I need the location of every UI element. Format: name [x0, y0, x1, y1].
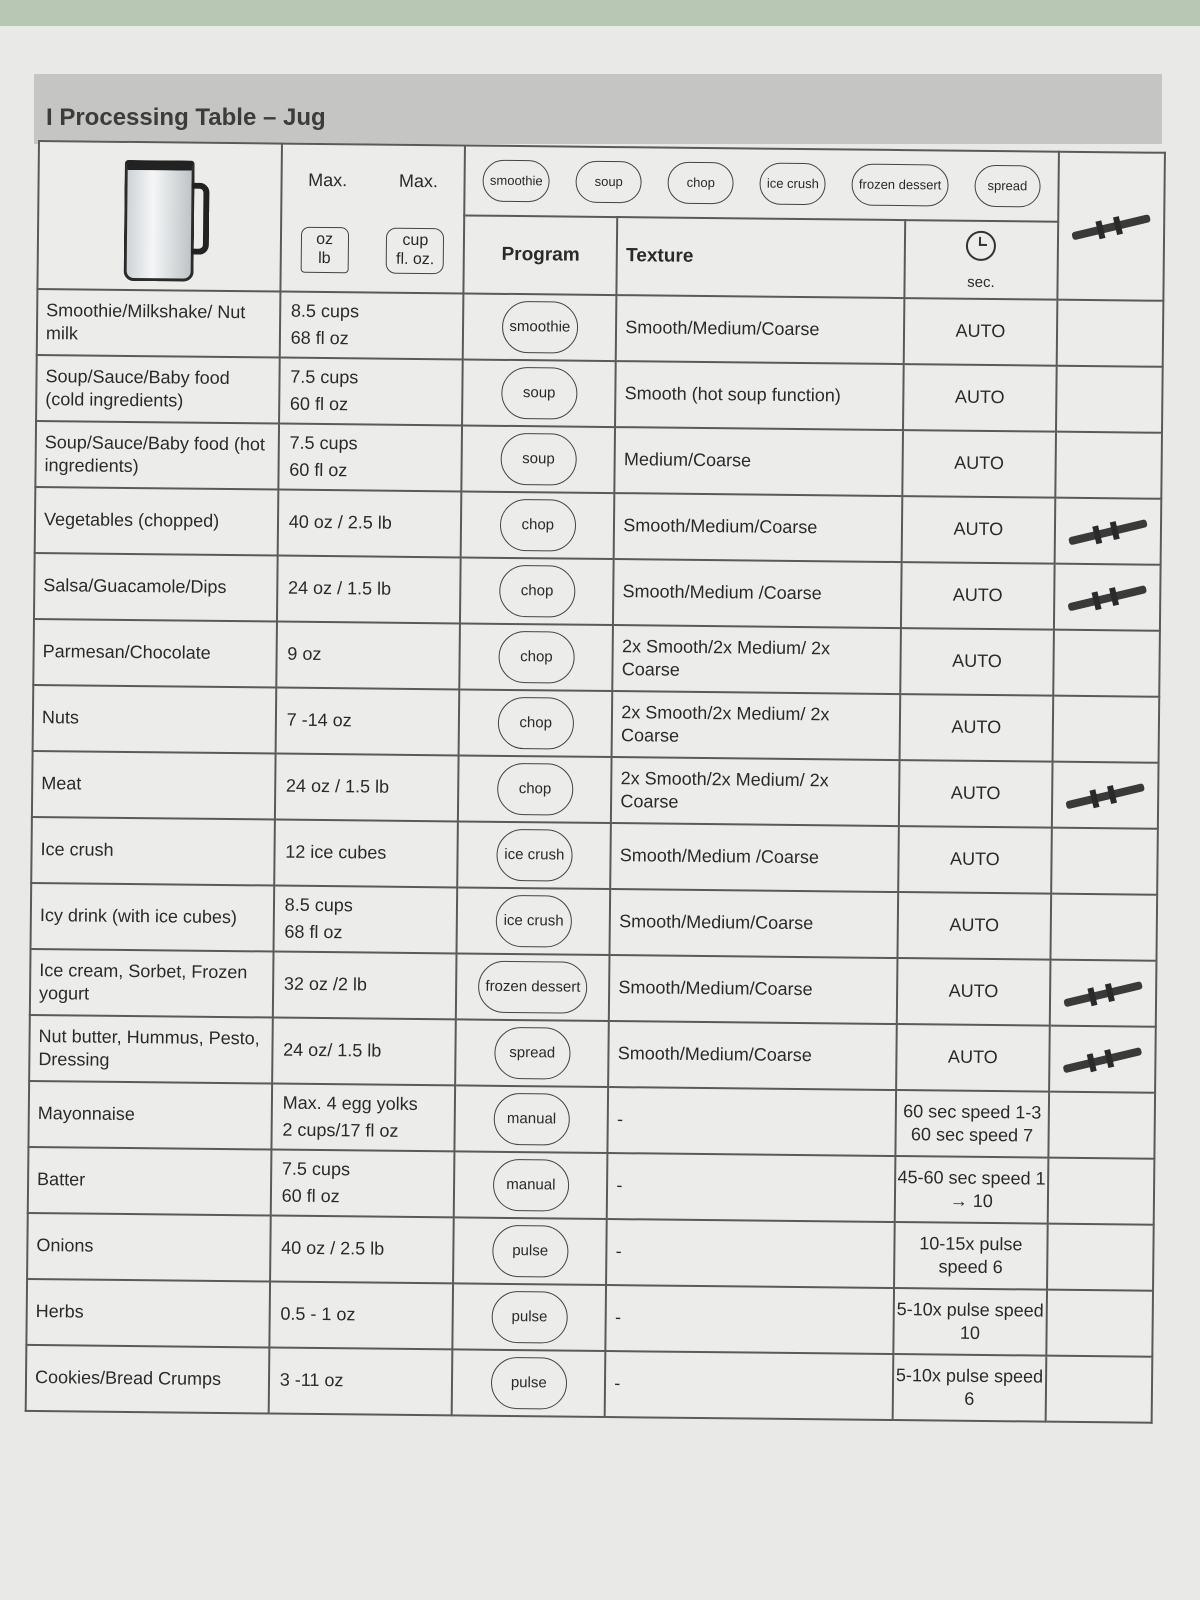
texture-cell: [606, 1285, 894, 1354]
texture-label: Smooth/Medium/Coarse: [618, 977, 813, 1000]
table-row: [31, 817, 1158, 895]
program-cell: [452, 1349, 606, 1417]
max-label-2: Max.: [398, 171, 439, 192]
program-pill-label: chop: [520, 582, 554, 600]
blade-icon: [1065, 783, 1145, 809]
time-cell: [902, 430, 1056, 498]
program-pill-label: chop: [519, 714, 553, 732]
program-pill-label: pulse: [511, 1308, 548, 1326]
table-row: [35, 421, 1162, 499]
blade-cell: [1049, 1026, 1156, 1093]
program-cell: [456, 953, 610, 1021]
program-pill-label: chop: [518, 780, 552, 798]
time-cell: [897, 892, 1051, 960]
texture-cell: [615, 427, 903, 496]
program-pill-label: spread: [509, 1044, 556, 1062]
max-amount-cell: [278, 424, 462, 492]
blade-icon: [1067, 585, 1147, 611]
program-pill: [501, 367, 578, 420]
time-label: 5-10x pulse speed 6: [895, 1364, 1044, 1409]
food-cell: [30, 949, 273, 1018]
blade-cell: [1048, 1092, 1155, 1159]
time-label: 60 sec speed 1-3 60 sec speed 7: [903, 1100, 1042, 1146]
table-row: [32, 751, 1159, 829]
max-amount-cell: [279, 292, 463, 360]
time-label: AUTO: [948, 980, 999, 1002]
blade-cell: [1048, 1158, 1155, 1225]
max-amount-cell: [271, 1084, 455, 1152]
max-amount-line: 0.5 - 1 oz: [280, 1303, 356, 1325]
texture-label: 2x Smooth/2x Medium/ 2x Coarse: [620, 767, 829, 812]
max-amount-line: 7.5 cups: [281, 1158, 351, 1180]
max-amount-line: 60 fl oz: [281, 1185, 340, 1206]
food-label: Ice cream, Sorbet, Frozen yogurt: [38, 959, 248, 1004]
food-cell: [32, 751, 275, 820]
food-label: Cookies/Bread Crumps: [34, 1367, 222, 1390]
max-amount-cell: [275, 754, 459, 822]
program-pill: [498, 631, 575, 684]
max-amount-line: 24 oz / 1.5 lb: [285, 775, 390, 798]
texture-label: -: [615, 1241, 622, 1262]
program-cell: [461, 491, 615, 559]
program-pill-label: chop: [521, 516, 555, 534]
program-pill: [493, 1159, 570, 1212]
blade-icon: [1068, 519, 1148, 545]
food-cell: [31, 883, 274, 952]
time-cell: [896, 1024, 1050, 1092]
program-pill: [491, 1357, 568, 1410]
program-pill: [495, 895, 572, 948]
food-cell: [35, 487, 278, 556]
blade-cell: [1052, 696, 1159, 763]
program-cell: [457, 887, 611, 955]
program-button-chop[interactable]: [668, 162, 734, 205]
max-amount-line: 2 cups/17 fl oz: [282, 1119, 399, 1141]
texture-label: -: [616, 1109, 624, 1130]
max-amount-line: 3 -11 oz: [279, 1369, 344, 1391]
time-header: [904, 220, 1058, 300]
program-buttons-cell: [465, 145, 1059, 221]
food-label: Vegetables (chopped): [43, 509, 220, 532]
food-cell: [33, 685, 276, 754]
blade-cell: [1050, 894, 1157, 961]
program-pill: [493, 1093, 570, 1146]
program-pill-label: soup: [522, 450, 555, 468]
max-amount-cell: [277, 556, 461, 624]
max-amount-line: 68 fl oz: [290, 327, 349, 348]
max-amount-line: 60 fl oz: [289, 459, 348, 480]
max-header-cell: [280, 144, 465, 294]
program-header: [464, 215, 618, 295]
texture-label: 2x Smooth/2x Medium/ 2x Coarse: [621, 635, 831, 680]
blade-header-cell: [1057, 152, 1165, 301]
time-label: 5-10x pulse speed 10: [896, 1298, 1044, 1343]
time-label: AUTO: [952, 584, 1003, 606]
program-button-spread[interactable]: [974, 165, 1040, 208]
program-cell: [462, 425, 616, 493]
program-cell: [453, 1217, 607, 1285]
program-cell: [453, 1283, 607, 1351]
time-cell: [901, 562, 1055, 630]
time-label: AUTO: [951, 716, 1002, 738]
food-cell: [34, 553, 277, 622]
texture-cell: [612, 691, 900, 760]
blade-cell: [1057, 300, 1164, 367]
time-label: AUTO: [954, 452, 1005, 474]
texture-cell: [610, 889, 898, 958]
program-button-label: chop: [686, 174, 715, 191]
program-pill-label: pulse: [510, 1374, 547, 1392]
max-amount-cell: [279, 358, 463, 426]
processing-table-wrapper: [25, 140, 1166, 1424]
max-amount-cell: [273, 886, 457, 954]
food-cell: [29, 1015, 272, 1084]
max-amount-line: Max. 4 egg yolks: [282, 1092, 418, 1115]
table-row: [29, 1015, 1156, 1093]
blade-cell: [1055, 432, 1162, 499]
food-label: Batter: [37, 1169, 86, 1190]
max-amount-line: 40 oz / 2.5 lb: [281, 1237, 385, 1259]
time-label: 10-15x pulse speed 6: [919, 1232, 1023, 1278]
food-cell: [36, 355, 279, 424]
max-label-1: Max.: [308, 170, 348, 191]
table-row: [27, 1213, 1154, 1291]
texture-label: Smooth (hot soup function): [624, 383, 841, 406]
food-label: Soup/Sauce/Baby food (hot ingredients): [44, 431, 266, 477]
time-cell: [900, 628, 1054, 696]
program-pill: [496, 829, 573, 882]
food-label: Smoothie/Milkshake/ Nut milk: [45, 299, 246, 344]
food-cell: [27, 1213, 270, 1282]
program-button-label: ice crush: [766, 175, 819, 192]
table-row: [36, 355, 1163, 433]
blade-cell: [1046, 1290, 1153, 1357]
food-label: Nut butter, Hummus, Pesto, Dressing: [38, 1025, 260, 1070]
program-cell: [462, 359, 616, 427]
program-pill: [499, 565, 576, 618]
food-cell: [35, 421, 278, 490]
weight-unit-top: oz: [316, 230, 334, 248]
food-label: Onions: [36, 1235, 94, 1256]
program-cell: [463, 293, 617, 361]
texture-label: -: [614, 1307, 622, 1328]
table-row: [28, 1081, 1155, 1159]
program-cell: [454, 1151, 608, 1219]
texture-cell: [613, 559, 901, 628]
texture-cell: [611, 757, 899, 826]
program-pill-label: ice crush: [503, 912, 564, 930]
program-pill: [492, 1225, 569, 1278]
blade-cell: [1056, 366, 1163, 433]
program-button-label: smoothie: [489, 172, 543, 189]
page-title: I Processing Table – Jug: [46, 104, 326, 131]
sec-label: sec.: [967, 274, 995, 292]
food-label: Herbs: [35, 1301, 84, 1322]
max-amount-cell: [273, 952, 457, 1020]
time-cell: [902, 496, 1056, 564]
texture-label: Smooth/Medium/Coarse: [619, 911, 814, 934]
texture-cell: [607, 1153, 895, 1222]
jug-icon: [124, 159, 195, 281]
max-amount-line: 68 fl oz: [284, 921, 343, 942]
max-amount-line: 60 fl oz: [289, 393, 349, 414]
food-cell: [28, 1147, 271, 1216]
time-cell: [899, 760, 1053, 828]
clock-icon: [966, 231, 996, 261]
food-cell: [37, 289, 280, 358]
program-cell: [455, 1085, 609, 1153]
table-row: [33, 619, 1160, 697]
program-button-smoothie[interactable]: [483, 160, 550, 203]
program-pill: [491, 1291, 568, 1344]
texture-label: Smooth/Medium /Coarse: [622, 581, 822, 604]
time-cell: [899, 694, 1053, 762]
food-cell: [28, 1081, 271, 1150]
blade-cell: [1054, 564, 1161, 631]
program-button-frozen-dessert[interactable]: [852, 164, 949, 207]
time-cell: [898, 826, 1052, 894]
max-amount-line: 24 oz / 1.5 lb: [287, 577, 392, 600]
volume-unit-bottom: fl. oz.: [395, 250, 435, 269]
max-amount-line: 7 -14 oz: [286, 709, 352, 731]
program-cell: [458, 821, 612, 889]
texture-cell: [605, 1351, 893, 1420]
blade-cell: [1047, 1224, 1154, 1291]
food-cell: [26, 1345, 269, 1414]
table-row: [34, 553, 1161, 631]
max-amount-line: 8.5 cups: [284, 894, 353, 916]
blade-icon: [1063, 1047, 1143, 1073]
time-cell: [895, 1156, 1049, 1224]
texture-label: -: [616, 1175, 623, 1196]
blade-cell: [1053, 630, 1160, 697]
program-pill-label: smoothie: [509, 318, 571, 336]
texture-label: 2x Smooth/2x Medium/ 2x Coarse: [620, 701, 830, 746]
max-amount-line: 32 oz /2 lb: [283, 973, 368, 995]
time-label: AUTO: [947, 1046, 998, 1068]
food-cell: [33, 619, 276, 688]
food-label: Nuts: [41, 707, 80, 728]
program-pill-label: manual: [506, 1110, 557, 1128]
blade-cell: [1051, 828, 1158, 895]
blade-cell: [1050, 960, 1157, 1027]
time-label: AUTO: [954, 386, 1005, 408]
time-cell: [903, 364, 1057, 432]
blade-cell: [1046, 1356, 1153, 1423]
food-cell: [31, 817, 274, 886]
program-header-label: Program: [501, 243, 580, 266]
program-cell: [459, 689, 613, 757]
max-amount-cell: [270, 1215, 454, 1283]
texture-cell: [606, 1219, 894, 1288]
texture-cell: [614, 493, 902, 562]
program-button-soup[interactable]: [576, 161, 642, 204]
table-row: [33, 685, 1160, 763]
time-cell: [893, 1288, 1047, 1356]
table-row: [28, 1147, 1155, 1225]
time-cell: [897, 958, 1051, 1026]
table-row: [26, 1279, 1153, 1357]
table-row: [35, 487, 1162, 565]
food-label: Mayonnaise: [37, 1103, 135, 1125]
time-cell: [894, 1222, 1048, 1290]
food-cell: [26, 1279, 269, 1348]
program-button-label: frozen dessert: [858, 176, 942, 193]
time-label: AUTO: [952, 650, 1002, 672]
program-buttons-row: [466, 159, 1058, 207]
texture-label: Medium/Coarse: [623, 449, 752, 471]
program-cell: [460, 557, 614, 625]
food-label: Parmesan/Chocolate: [42, 641, 211, 664]
program-pill: [502, 301, 579, 354]
time-label: AUTO: [949, 914, 1000, 936]
texture-header: [617, 217, 905, 298]
max-amount-line: 40 oz / 2.5 lb: [288, 511, 392, 534]
table-body: [26, 289, 1164, 1423]
program-button-ice-crush[interactable]: [760, 163, 826, 206]
food-label: Salsa/Guacamole/Dips: [43, 575, 227, 598]
texture-label: -: [614, 1373, 621, 1394]
time-label: AUTO: [949, 848, 1000, 870]
program-cell: [455, 1019, 609, 1087]
program-button-label: spread: [987, 178, 1028, 194]
max-amount-cell: [277, 490, 461, 558]
max-amount-cell: [275, 688, 459, 756]
weight-icon: [300, 226, 348, 273]
max-amount-cell: [272, 1018, 456, 1086]
texture-cell: [613, 625, 901, 694]
texture-label: Smooth/Medium/Coarse: [625, 317, 820, 340]
time-cell: [893, 1354, 1047, 1422]
program-pill: [500, 433, 577, 486]
table-row: [37, 289, 1164, 367]
weight-unit-bottom: lb: [318, 249, 331, 267]
title-bar: [34, 74, 1162, 144]
program-cell: [458, 755, 612, 823]
time-label: 45-60 sec speed 1 → 10: [897, 1166, 1046, 1212]
max-amount-line: 24 oz/ 1.5 lb: [283, 1039, 382, 1061]
program-pill: [500, 499, 577, 552]
program-pill-label: frozen dessert: [485, 977, 581, 996]
texture-label: Smooth/Medium/Coarse: [623, 515, 818, 538]
texture-cell: [610, 823, 898, 892]
blade-icon: [1071, 214, 1151, 240]
program-pill-label: pulse: [512, 1242, 549, 1260]
texture-cell: [615, 361, 903, 430]
program-pill-label: chop: [520, 648, 553, 666]
processing-table: [25, 140, 1166, 1424]
texture-cell: [608, 1021, 896, 1090]
max-amount-cell: [268, 1347, 452, 1415]
volume-unit-top: cup: [402, 231, 429, 249]
max-amount-line: 9 oz: [287, 643, 322, 665]
time-label: AUTO: [953, 518, 1004, 540]
volume-icon: [386, 227, 444, 274]
max-amount-line: 8.5 cups: [290, 300, 360, 322]
max-amount-cell: [276, 622, 460, 690]
blade-icon: [1063, 981, 1143, 1007]
time-label: AUTO: [955, 320, 1006, 342]
time-label: AUTO: [950, 782, 1001, 804]
table-row: [30, 949, 1157, 1027]
max-amount-cell: [270, 1149, 454, 1217]
jug-image-cell: [37, 141, 281, 292]
blade-cell: [1052, 762, 1159, 829]
table-row: [31, 883, 1158, 961]
food-label: Ice crush: [40, 839, 114, 861]
program-pill: [494, 1027, 571, 1080]
max-amount-cell: [274, 820, 458, 888]
time-cell: [895, 1090, 1049, 1158]
max-amount-line: 12 ice cubes: [285, 841, 387, 863]
program-cell: [460, 623, 614, 691]
texture-cell: [609, 955, 897, 1024]
program-pill-label: manual: [506, 1176, 556, 1194]
blade-cell: [1055, 498, 1162, 565]
max-amount-cell: [269, 1281, 453, 1349]
texture-label: Smooth/Medium /Coarse: [619, 845, 820, 868]
time-cell: [904, 298, 1058, 366]
program-pill-label: soup: [522, 384, 556, 402]
food-label: Icy drink (with ice cubes): [39, 905, 238, 928]
texture-header-label: Texture: [626, 244, 694, 267]
max-amount-line: 7.5 cups: [289, 432, 358, 454]
food-label: Soup/Sauce/Baby food (cold ingredients): [45, 365, 230, 411]
texture-cell: [616, 295, 904, 364]
texture-cell: [608, 1087, 896, 1156]
program-pill: [478, 961, 588, 1014]
max-amount-line: 7.5 cups: [290, 366, 359, 388]
program-pill-label: ice crush: [504, 846, 565, 864]
program-pill: [497, 697, 574, 750]
table-row: [26, 1345, 1153, 1423]
program-button-label: soup: [594, 174, 623, 190]
food-label: Meat: [41, 773, 82, 794]
texture-label: Smooth/Medium/Coarse: [617, 1043, 812, 1066]
program-pill: [497, 763, 574, 816]
